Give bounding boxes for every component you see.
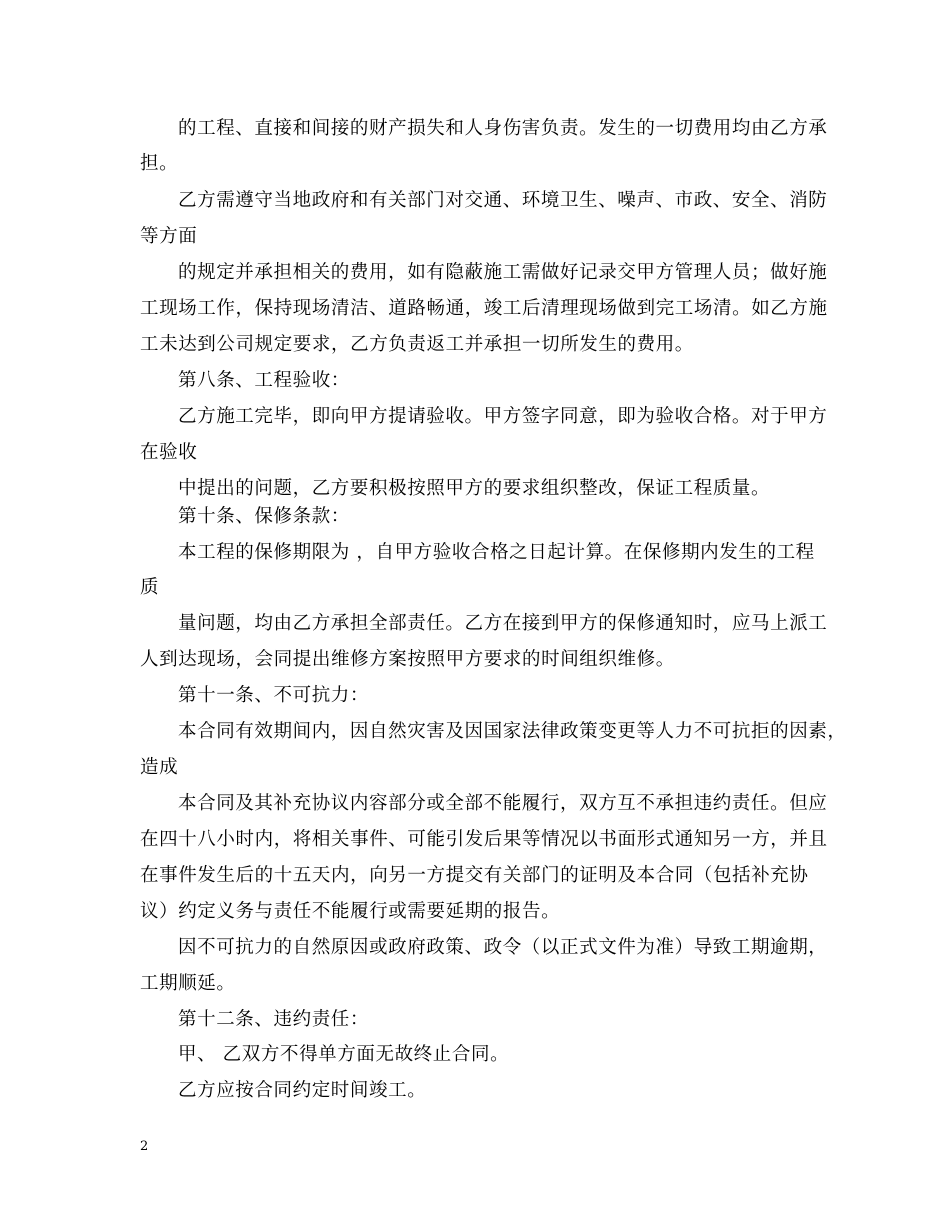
body-line: 量问题，均由乙方承担全部责任。乙方在接到甲方的保修通知时，应马上派工 [178,613,828,634]
body-line: 的规定并承担相关的费用，如有隐蔽施工需做好记录交甲方管理人员；做好施 [178,262,828,283]
body-line: 议）约定义务与责任不能履行或需要延期的报告。 [140,901,561,922]
body-line: 的工程、直接和间接的财产损失和人身伤害负责。发生的一切费用均由乙方承 [178,118,828,139]
body-line: 本合同有效期间内，因自然灾害及因国家法律政策变更等人力不可抗拒的因素， [178,721,847,742]
body-line: 甲、 乙双方不得单方面无故终止合同。 [178,1044,510,1065]
body-line: 工期顺延。 [140,973,236,994]
section-heading-11: 第十一条、不可抗力： [178,685,370,706]
body-line: 乙方需遵守当地政府和有关部门对交通、环境卫生、噪声、市政、安全、消防 [178,190,828,211]
body-line: 人到达现场，会同提出维修方案按照甲方要求的时间组织维修。 [140,649,675,670]
body-line: 工现场工作，保持现场清洁、道路畅通，竣工后清理现场做到完工场清。如乙方施 [140,298,828,319]
body-line: 质 [140,577,160,598]
body-line: 等方面 [140,226,198,247]
body-line: 本工程的保修期限为 ，自甲方验收合格之日起计算。在保修期内发生的工程 [178,542,815,563]
section-heading-8: 第八条、工程验收： [178,370,350,391]
body-line: 乙方应按合同约定时间竣工。 [178,1080,427,1101]
section-heading-10: 第十条、保修条款： [178,506,350,527]
body-line: 造成 [140,757,179,778]
body-line: 担。 [140,153,179,174]
body-line: 在事件发生后的十五天内，向另一方提交有关部门的证明及本合同（包括补充协 [140,865,809,886]
body-line: 本合同及其补充协议内容部分或全部不能履行，双方互不承担违约责任。但应 [178,793,828,814]
body-line: 中提出的问题，乙方要积极按照甲方的要求组织整改，保证工程质量。 [178,478,771,499]
page-number: 2 [140,1139,149,1154]
body-line: 乙方施工完毕，即向甲方提请验收。甲方签字同意，即为验收合格。对于甲方 [178,406,828,427]
body-line: 在四十八小时内，将相关事件、可能引发后果等情况以书面形式通知另一方，并且 [140,829,828,850]
body-line: 工未达到公司规定要求，乙方负责返工并承担一切所发生的费用。 [140,334,694,355]
body-line: 在验收 [140,442,198,463]
body-line: 因不可抗力的自然原因或政府政策、政令（以正式文件为准）导致工期逾期， [178,937,828,958]
section-heading-12: 第十二条、违约责任： [178,1009,370,1030]
